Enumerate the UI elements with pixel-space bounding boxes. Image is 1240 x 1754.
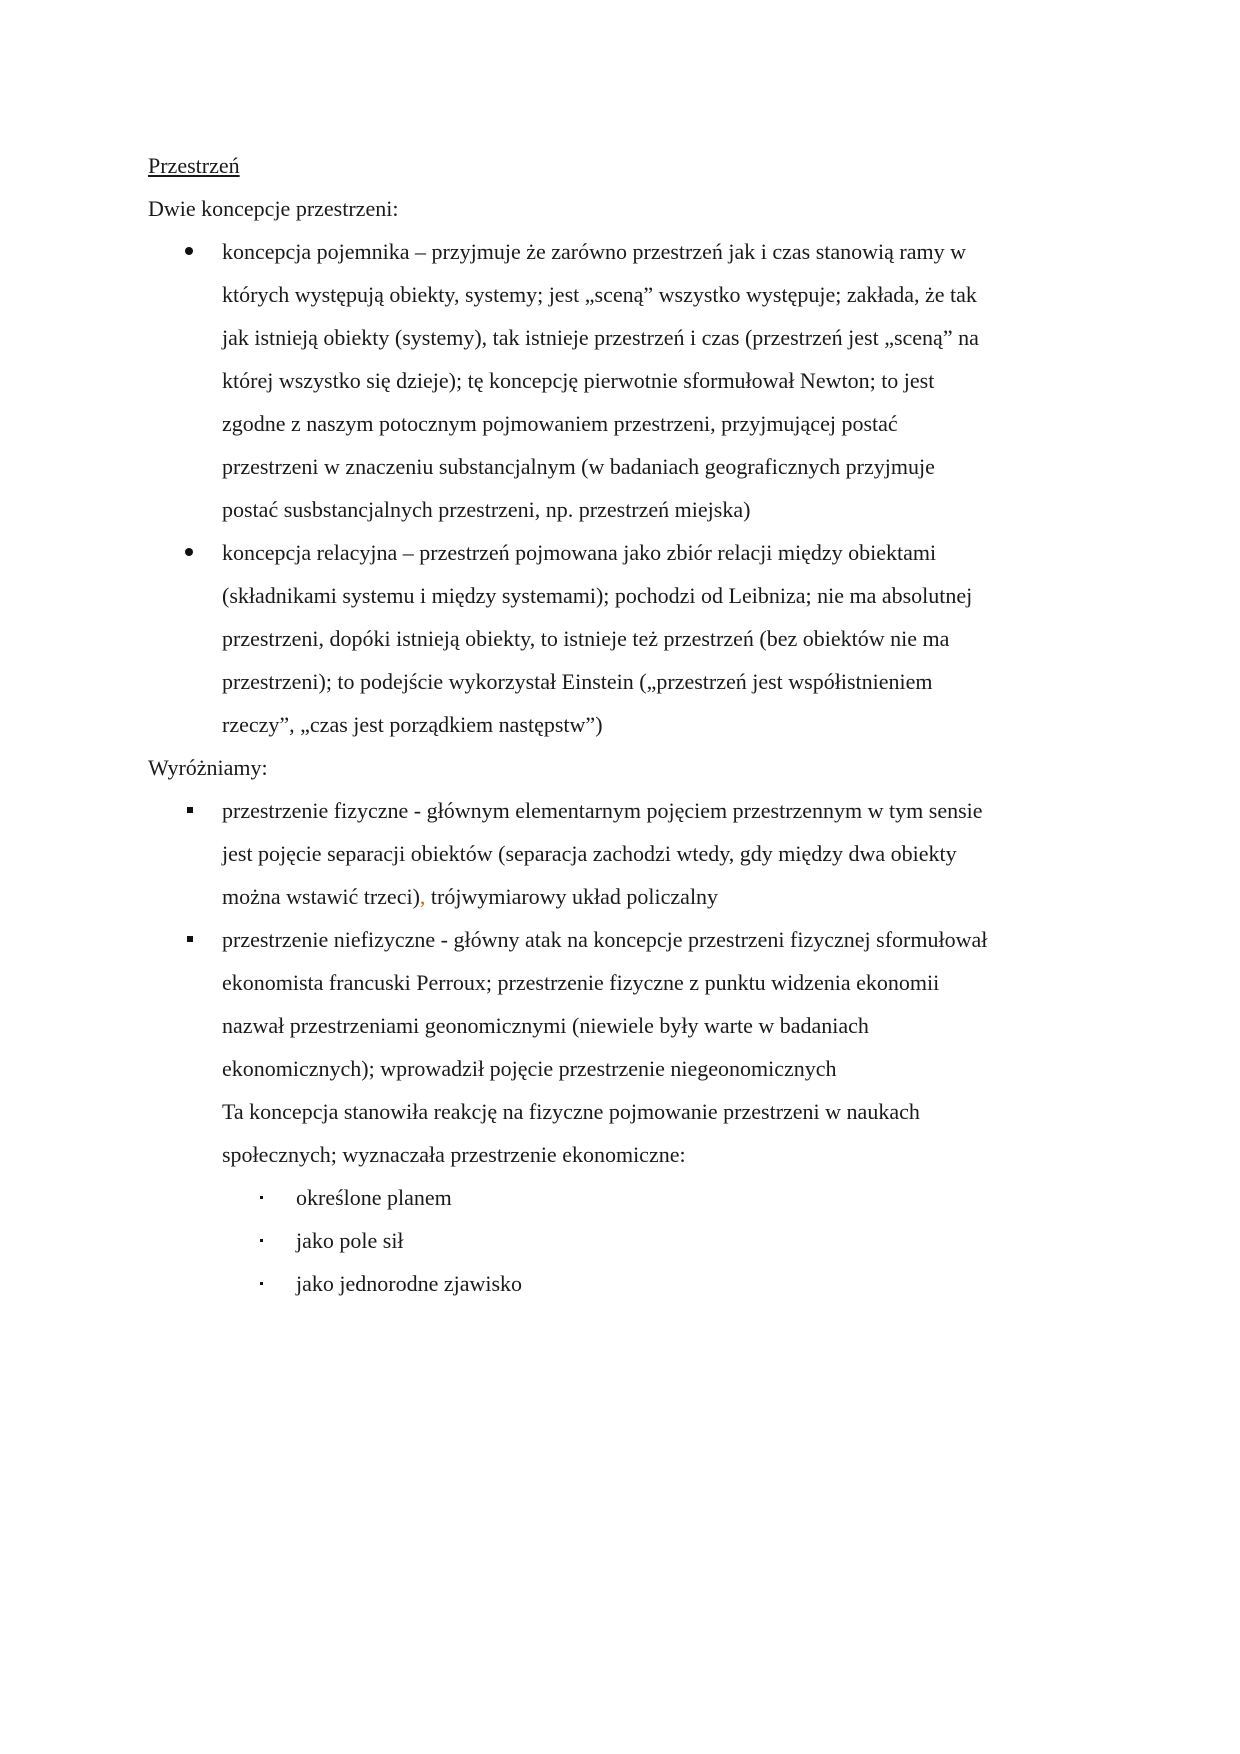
text-line: społecznych; wyznaczała przestrzenie ekonomiczne: (222, 1142, 686, 1167)
bullet-small-icon (260, 1282, 263, 1285)
bullet-square-icon (187, 936, 193, 942)
economic-spaces-list (148, 1176, 1088, 1305)
followup-paragraph (148, 1090, 1088, 1176)
list-item-physical-spaces (148, 789, 1088, 918)
list-item (148, 1219, 1088, 1262)
text-line: których występują obiekty, systemy; jest „sceną” wszystko występuje; zakłada, że tak (222, 282, 977, 307)
text-line: przestrzenie fizyczne - głównym elementarnym pojęciem przestrzennym w tym sensie (222, 798, 983, 823)
bullet-dot-icon (185, 548, 193, 556)
text-line-mixed (222, 875, 1088, 918)
distinguish-heading: Wyróżniamy: (148, 755, 268, 780)
document-title: Przestrzeń (148, 153, 240, 178)
text-line: (składnikami systemu i między systemami); pochodzi od Leibniza; nie ma absolutnej (222, 583, 973, 608)
text-line: koncepcja pojemnika – przyjmuje że zarówno przestrzeń jak i czas stanowią ramy w (222, 239, 967, 264)
text-line: jest pojęcie separacji obiektów (separacja zachodzi wtedy, gdy między dwa obiekty (222, 841, 957, 866)
text-line: postać susbstancjalnych przestrzeni, np. przestrzeń miejska) (222, 497, 751, 522)
text-line: przestrzenie niefizyczne - główny atak na koncepcje przestrzeni fizycznej sformułował (222, 927, 988, 952)
bullet-small-icon (260, 1239, 263, 1242)
text-line: Ta koncepcja stanowiła reakcję na fizyczne pojmowanie przestrzeni w naukach (222, 1099, 920, 1124)
document-page (148, 144, 1088, 1305)
orange-comma: , (419, 884, 426, 909)
list-item (148, 1176, 1088, 1219)
bullet-dot-icon (185, 247, 193, 255)
text-line: zgodne z naszym potocznym pojmowaniem przestrzeni, przyjmującej postać (222, 411, 898, 436)
text-line: rzeczy”, „czas jest porządkiem następstw”) (222, 712, 603, 737)
text-segment: trójwymiarowy układ policzalny (425, 884, 719, 909)
text-line: której wszystko się dzieje); tę koncepcję pierwotnie sformułował Newton; to jest (222, 368, 935, 393)
bullet-square-icon (187, 807, 193, 813)
text-line: przestrzeni); to podejście wykorzystał Einstein („przestrzeń jest współistnieniem (222, 669, 933, 694)
list-item (148, 1262, 1088, 1305)
list-item-text: jako pole sił (296, 1228, 404, 1253)
text-line: ekonomicznych); wprowadził pojęcie przestrzenie niegeonomicznych (222, 1056, 837, 1081)
space-types-list (148, 789, 1088, 1090)
intro-line: Dwie koncepcje przestrzeni: (148, 196, 399, 221)
list-item-text: jako jednorodne zjawisko (296, 1271, 523, 1296)
list-item-nonphysical-spaces (148, 918, 1088, 1090)
text-line: ekonomista francuski Perroux; przestrzenie fizyczne z punktu widzenia ekonomii (222, 970, 940, 995)
concepts-list (148, 230, 1088, 746)
text-line: koncepcja relacyjna – przestrzeń pojmowana jako zbiór relacji między obiektami (222, 540, 937, 565)
list-item-container-concept (148, 230, 1088, 531)
text-line: przestrzeni w znaczeniu substancjalnym (w badaniach geograficznych przyjmuje (222, 454, 935, 479)
text-line: nazwał przestrzeniami geonomicznymi (niewiele były warte w badaniach (222, 1013, 869, 1038)
list-item-text: określone planem (296, 1185, 452, 1210)
list-item-relational-concept (148, 531, 1088, 746)
text-line: jak istnieją obiekty (systemy), tak istnieje przestrzeń i czas (przestrzeń jest „sceną” na (222, 325, 979, 350)
text-segment: można wstawić trzeci) (222, 884, 420, 909)
text-line: przestrzeni, dopóki istnieją obiekty, to istnieje też przestrzeń (bez obiektów nie ma (222, 626, 950, 651)
bullet-small-icon (260, 1196, 263, 1199)
